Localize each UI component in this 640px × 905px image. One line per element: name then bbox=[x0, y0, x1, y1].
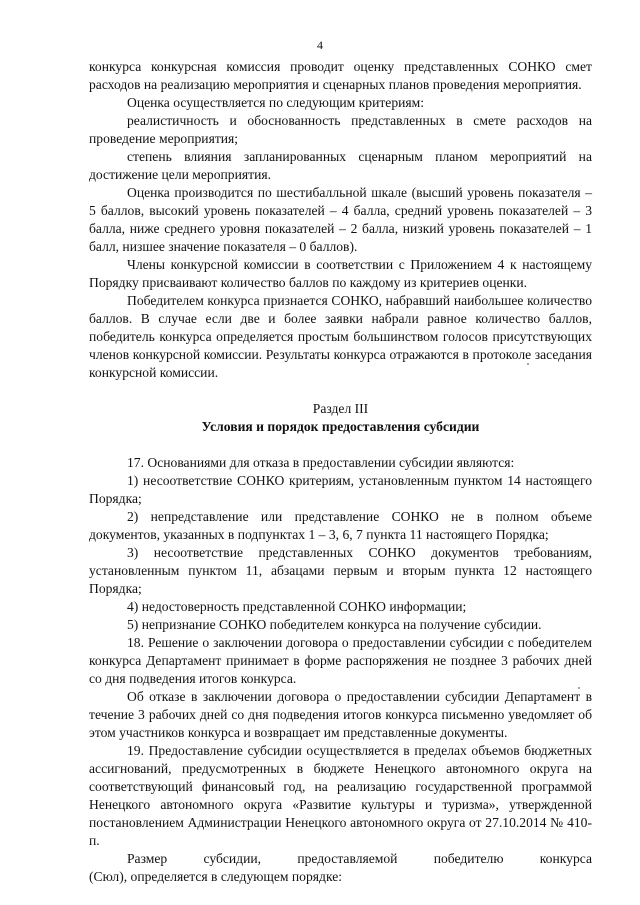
paragraph: 3) несоответствие представленных СОНКО документов требованиям, установленным пунктом 11, абзацами первым и вторым пункта 12 настоящего Порядка; bbox=[89, 545, 592, 596]
paragraph: Об отказе в заключении договора о предоставлении субсидии Департамент в течение 3 рабочих дней со дня подведения итогов конкурса письменно уведомляет об этом участников конкурса и возвращает им представленные документы. bbox=[89, 689, 592, 740]
paragraph: 19. Предоставление субсидии осуществляется в пределах объемов бюджетных ассигнований, предусмотренных в бюджете Ненецкого автономного округа на соответствующий финансовый год, на реализацию государственной программой Ненецкого автономного округа «Развитие культуры и туризма», утвержденной постановлением Администрации Ненецкого автономного округа от 27.10.2014 № 410-п. bbox=[89, 743, 592, 848]
word: конкурса bbox=[539, 851, 592, 866]
paragraph: Оценка производится по шестибалльной шкале (высший уровень показателя – 5 баллов, высокий уровень показателей – 4 балла, средний уровень показателей – 3 балла, ниже среднего уровня показателей – 2 балла, низкий уровень показателей – 1 балл, низшее значение показателя – 0 баллов). bbox=[89, 185, 592, 254]
word: победителю bbox=[433, 851, 504, 866]
paragraph: Оценка осуществляется по следующим критериям: bbox=[127, 95, 425, 110]
paragraph: 17. Основаниями для отказа в предоставлении субсидии являются: bbox=[127, 455, 515, 470]
section-title: Условия и порядок предоставления субсидии bbox=[201, 419, 480, 434]
paragraph: 4) недостоверность представленной СОНКО информации; bbox=[127, 599, 467, 614]
word: субсидии, bbox=[203, 851, 262, 866]
spacer bbox=[89, 436, 592, 454]
paragraph: Члены конкурсной комиссии в соответствии с Приложением 4 к настоящему Порядку присваивают количество баллов по каждому из критериев оценки. bbox=[89, 257, 592, 290]
paragraph: 18. Решение о заключении договора о предоставлении субсидии с победителем конкурса Департамент принимает в форме распоряжения не позднее 3 рабочих дней со дня подведения итогов конкурса. bbox=[89, 635, 592, 686]
paragraph: Победителем конкурса признается СОНКО, набравший наибольшее количество баллов. В случае если две и более заявки набрали равное количество баллов, победитель конкурса определяется простым большинством голосов присутствующих членов конкурсной комиссии. Результаты конкурса отражаются в протоколе заседания конкурсной комиссии. bbox=[89, 293, 592, 380]
paragraph: 1) несоответствие СОНКО критериям, установленным пунктом 14 настоящего Порядка; bbox=[89, 473, 592, 506]
page-number: 4 bbox=[317, 38, 323, 52]
section-heading: Раздел III bbox=[312, 401, 369, 416]
paragraph: степень влияния запланированных сценарным планом мероприятий на достижение цели мероприятия. bbox=[89, 149, 592, 182]
scan-speck bbox=[527, 363, 529, 365]
paragraph: 2) непредставление или представление СОНКО не в полном объеме документов, указанных в подпунктах 1 – 3, 6, 7 пункта 11 настоящего Порядка; bbox=[89, 509, 592, 542]
document-body bbox=[89, 58, 592, 886]
word: Размер bbox=[127, 851, 168, 866]
paragraph: реалистичность и обоснованность представленных в смете расходов на проведение мероприятия; bbox=[89, 113, 592, 146]
paragraph-line bbox=[89, 850, 592, 868]
paragraph: (Сюл), определяется в следующем порядке: bbox=[89, 869, 343, 884]
word: предоставляемой bbox=[297, 851, 398, 866]
scan-speck bbox=[578, 687, 580, 689]
paragraph: конкурса конкурсная комиссия проводит оценку представленных СОНКО смет расходов на реализацию мероприятия и сценарных планов проведения мероприятия. bbox=[89, 59, 592, 92]
paragraph: 5) непризнание СОНКО победителем конкурса на получение субсидии. bbox=[127, 617, 542, 632]
spacer bbox=[89, 382, 592, 400]
